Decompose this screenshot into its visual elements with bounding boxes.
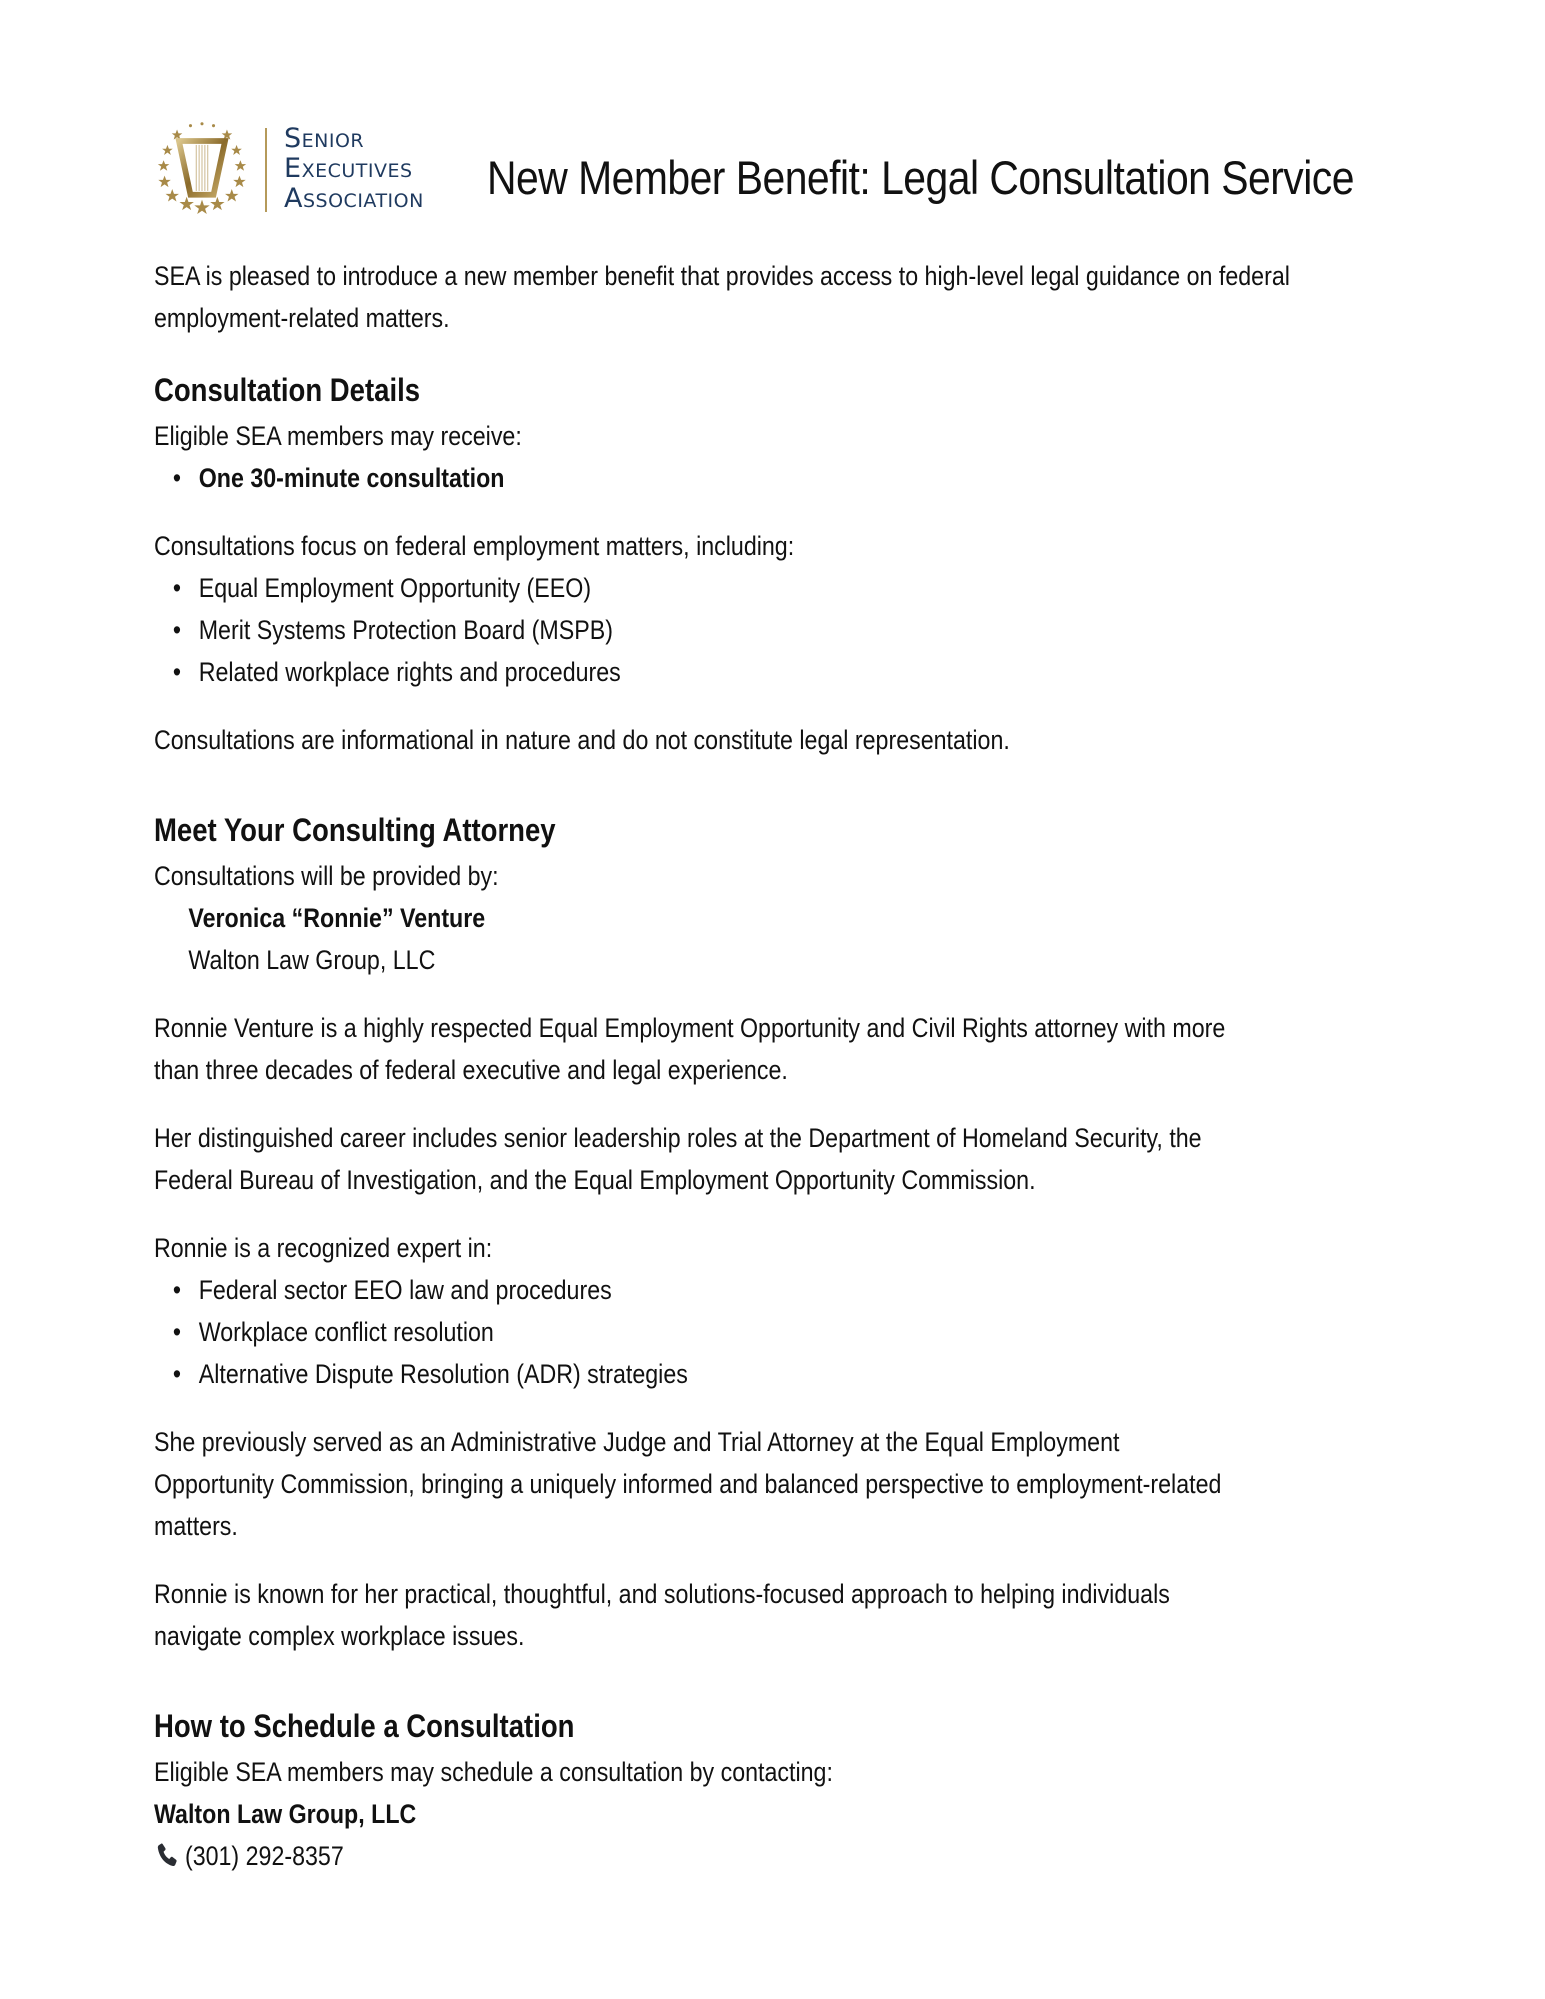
attorney-name: Veronica “Ronnie” Venture — [188, 903, 486, 933]
logo-letter: E — [284, 153, 302, 184]
section-heading-schedule: How to Schedule a Consultation — [154, 1708, 575, 1744]
list-item: • Equal Employment Opportunity (EEO) — [154, 567, 1403, 609]
schedule-firm: Walton Law Group, LLC — [154, 1799, 417, 1829]
list-item: • Workplace conflict resolution — [154, 1311, 1403, 1353]
section-heading-consultation-details: Consultation Details — [154, 372, 421, 408]
phone-line — [154, 1835, 1384, 1877]
logo-letter: S — [284, 123, 302, 154]
schedule-text: Eligible SEA members may schedule a consultation by contacting: — [154, 1757, 833, 1787]
benefits-list — [154, 457, 1394, 499]
bio-paragraph-3: She previously served as an Administrative Judge and Trial Attorney at the Equal Employment Opportunity Commission, bringing a uniquely informed and balanced perspective to employment-related matters. — [154, 1427, 1222, 1541]
attorney-firm: Walton Law Group, LLC — [188, 945, 436, 975]
logo-divider — [265, 128, 267, 212]
disclaimer-paragraph: Consultations are informational in nature and do not constitute legal representation. — [154, 725, 1010, 755]
bio-paragraph-4: Ronnie is known for her practical, thoughtful, and solutions-focused approach to helping individuals navigate complex workplace issues. — [154, 1579, 1170, 1651]
section-heading-attorney: Meet Your Consulting Attorney — [154, 812, 556, 848]
provided-by-text: Consultations will be provided by: — [154, 861, 499, 891]
logo-word-executives: XECUTIVES — [301, 160, 413, 182]
phone-number[interactable]: (301) 292-8357 — [184, 1841, 344, 1871]
list-item: • One 30-minute consultation — [154, 457, 1403, 499]
expertise-list — [154, 1269, 1394, 1395]
logo-wordmark — [284, 124, 424, 214]
focus-text: Consultations focus on federal employment matters, including: — [154, 531, 795, 561]
sea-logo — [154, 118, 464, 218]
eligible-text: Eligible SEA members may receive: — [154, 421, 522, 451]
phone-icon — [154, 1841, 180, 1871]
logo-word-senior: ENIOR — [301, 130, 365, 152]
list-item: • Merit Systems Protection Board (MSPB) — [154, 609, 1403, 651]
document-body — [154, 255, 1394, 1877]
topics-list — [154, 567, 1394, 693]
harp-stars-emblem-icon — [154, 118, 250, 214]
bio-paragraph-2: Her distinguished career includes senior leadership roles at the Department of Homeland Security, the Federal Bureau of Investigation, and the Equal Employment Opportunity Commission. — [154, 1123, 1202, 1195]
page-title: New Member Benefit: Legal Consultation Service — [487, 151, 1354, 204]
bio-paragraph-1: Ronnie Venture is a highly respected Equal Employment Opportunity and Civil Rights attorney with more than three decades of federal executive and legal experience. — [154, 1013, 1226, 1085]
logo-letter: A — [284, 183, 303, 214]
header — [154, 112, 1394, 222]
list-item: • Related workplace rights and procedures — [154, 651, 1403, 693]
logo-word-association: SSOCIATION — [302, 190, 424, 212]
intro-paragraph: SEA is pleased to introduce a new member benefit that provides access to high-level legal guidance on federal employment-related matters. — [154, 261, 1290, 333]
list-item: • Alternative Dispute Resolution (ADR) strategies — [154, 1353, 1403, 1395]
list-item: • Federal sector EEO law and procedures — [154, 1269, 1403, 1311]
expertise-intro: Ronnie is a recognized expert in: — [154, 1233, 493, 1263]
